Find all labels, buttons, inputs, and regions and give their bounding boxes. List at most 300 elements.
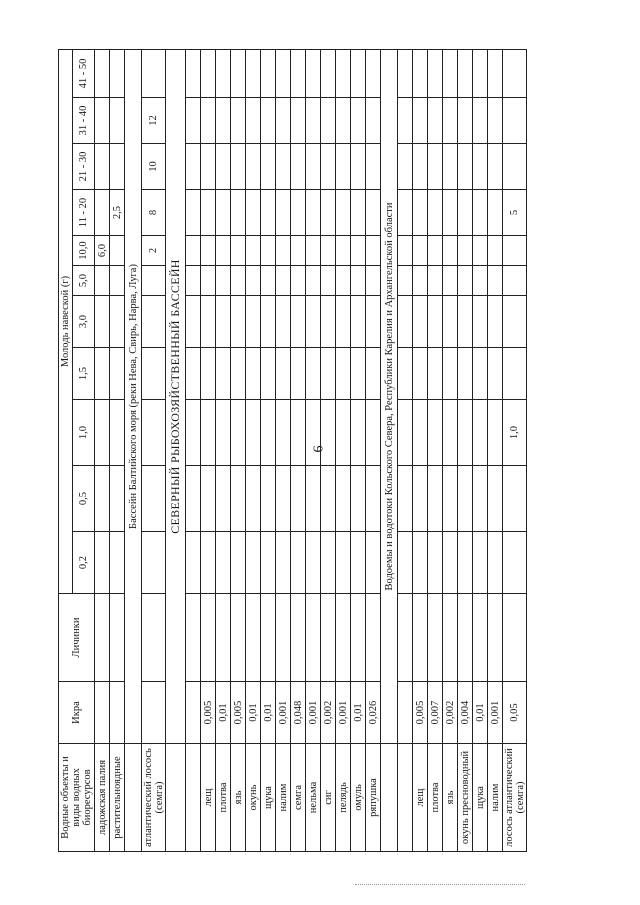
table-row: [186, 50, 201, 852]
weight-value: [473, 532, 488, 594]
eggs-value: 0,01: [473, 682, 488, 744]
table-row: [351, 50, 366, 852]
weight-value: [428, 144, 443, 190]
weight-value: [413, 296, 428, 348]
larvae-value: [351, 594, 366, 682]
weight-value: [488, 236, 503, 266]
eggs-value: 0,005: [413, 682, 428, 744]
table-row: [443, 50, 458, 852]
weight-value: [366, 266, 381, 296]
header-eggs: Икра: [59, 682, 95, 744]
weight-value: [291, 400, 306, 466]
weight-value: [413, 236, 428, 266]
weight-value: [488, 296, 503, 348]
weight-value: [336, 466, 351, 532]
weight-value: [488, 266, 503, 296]
section-row: [166, 50, 186, 852]
header-weight: 5,0: [73, 266, 95, 296]
weight-value: [473, 400, 488, 466]
weight-value: [503, 266, 527, 296]
weight-value: [351, 266, 366, 296]
weight-value: [398, 400, 413, 466]
weight-value: [261, 348, 276, 400]
weight-value: [321, 400, 336, 466]
weight-value: [261, 266, 276, 296]
weight-value: [231, 348, 246, 400]
larvae-value: [321, 594, 336, 682]
header-weight: 31 - 40: [73, 98, 95, 144]
species-name: ладожская палия: [95, 744, 110, 852]
weight-value: [186, 50, 201, 98]
weight-value: [201, 266, 216, 296]
weight-value: [503, 144, 527, 190]
larvae-value: [201, 594, 216, 682]
section-title: Водоемы и водотоки Кольского Севера, Республики Карелия и Архангельской области: [381, 50, 398, 744]
species-name: налим: [276, 744, 291, 852]
section-blank-cell: [381, 744, 398, 852]
weight-value: [291, 466, 306, 532]
weight-value: [398, 266, 413, 296]
larvae-value: [336, 594, 351, 682]
species-name: нельма: [306, 744, 321, 852]
larvae-value: [488, 594, 503, 682]
larvae-value: [428, 594, 443, 682]
weight-value: [398, 532, 413, 594]
weight-value: [246, 190, 261, 236]
weight-value: [321, 190, 336, 236]
weight-value: [110, 144, 125, 190]
weight-value: [95, 296, 110, 348]
weight-value: [201, 236, 216, 266]
weight-value: [261, 144, 276, 190]
eggs-value: 0,01: [216, 682, 231, 744]
weight-value: [413, 144, 428, 190]
weight-value: [142, 50, 166, 98]
header-weight: 1,0: [73, 400, 95, 466]
weight-value: [428, 348, 443, 400]
weight-value: [488, 532, 503, 594]
table-row: [336, 50, 351, 852]
larvae-value: [398, 594, 413, 682]
weight-value: [276, 400, 291, 466]
weight-value: [336, 348, 351, 400]
weight-value: [443, 348, 458, 400]
weight-value: [473, 144, 488, 190]
weight-value: [261, 190, 276, 236]
weight-value: [246, 266, 261, 296]
weight-value: [276, 50, 291, 98]
weight-value: [428, 190, 443, 236]
weight-value: [291, 236, 306, 266]
species-name: ряпушка: [366, 744, 381, 852]
weight-value: 12: [142, 98, 166, 144]
weight-value: [428, 98, 443, 144]
weight-value: [443, 266, 458, 296]
weight-value: [231, 144, 246, 190]
eggs-value: 0,05: [503, 682, 527, 744]
weight-value: [186, 266, 201, 296]
eggs-value: [142, 682, 166, 744]
larvae-value: [261, 594, 276, 682]
larvae-value: [413, 594, 428, 682]
weight-value: [276, 532, 291, 594]
weight-value: [366, 98, 381, 144]
weight-value: [110, 266, 125, 296]
larvae-value: [110, 594, 125, 682]
weight-value: [413, 348, 428, 400]
weight-value: [366, 190, 381, 236]
species-name: растительноядные: [110, 744, 125, 852]
table-row: [95, 50, 110, 852]
species-name: щука: [473, 744, 488, 852]
weight-value: [336, 98, 351, 144]
table-row: [276, 50, 291, 852]
weight-value: [216, 236, 231, 266]
weight-value: [413, 190, 428, 236]
weight-value: [276, 190, 291, 236]
weight-value: [428, 466, 443, 532]
weight-value: [351, 236, 366, 266]
weight-value: [261, 466, 276, 532]
weight-value: [458, 144, 473, 190]
weight-value: [458, 98, 473, 144]
weight-value: [291, 266, 306, 296]
weight-value: [321, 98, 336, 144]
weight-value: [413, 98, 428, 144]
weight-value: [110, 348, 125, 400]
header-larvae: Личинки: [59, 594, 95, 682]
table-row: [291, 50, 306, 852]
weight-value: [488, 98, 503, 144]
weight-value: [443, 144, 458, 190]
weight-value: [276, 296, 291, 348]
weight-value: [95, 144, 110, 190]
table-row: [458, 50, 473, 852]
weight-value: [366, 236, 381, 266]
weight-value: [276, 144, 291, 190]
eggs-value: [95, 682, 110, 744]
weight-value: [443, 236, 458, 266]
weight-value: [306, 98, 321, 144]
weight-value: [413, 532, 428, 594]
eggs-value: 0,048: [291, 682, 306, 744]
weight-value: [201, 50, 216, 98]
weight-value: [413, 400, 428, 466]
weight-value: [276, 98, 291, 144]
table-row: [398, 50, 413, 852]
species-name: [398, 744, 413, 852]
weight-value: [306, 236, 321, 266]
weight-value: [351, 400, 366, 466]
species-name: лещ: [413, 744, 428, 852]
larvae-value: [231, 594, 246, 682]
weight-value: [503, 50, 527, 98]
weight-value: [443, 50, 458, 98]
weight-value: [443, 190, 458, 236]
table-row: [246, 50, 261, 852]
table-row: [413, 50, 428, 852]
table-row: [503, 50, 527, 852]
weight-value: [201, 348, 216, 400]
weight-value: [291, 532, 306, 594]
bottom-scan-mark: [355, 884, 525, 885]
weight-value: [336, 400, 351, 466]
weight-value: [261, 236, 276, 266]
weight-value: [216, 348, 231, 400]
weight-value: [201, 532, 216, 594]
weight-value: [261, 400, 276, 466]
weight-value: [246, 400, 261, 466]
section-title: Бассейн Балтийского моря (реки Нева, Свирь, Нарва, Луга): [125, 50, 142, 744]
weight-value: [201, 296, 216, 348]
table-body: [95, 50, 527, 852]
larvae-value: [276, 594, 291, 682]
weight-value: [428, 50, 443, 98]
weight-value: [261, 296, 276, 348]
weight-value: [413, 266, 428, 296]
weight-value: [201, 466, 216, 532]
weight-value: [321, 50, 336, 98]
weight-value: [186, 98, 201, 144]
eggs-value: [398, 682, 413, 744]
weight-value: [443, 98, 458, 144]
weight-value: [276, 236, 291, 266]
weight-value: [276, 348, 291, 400]
rotated-table-container: [58, 58, 526, 852]
eggs-value: 0,001: [306, 682, 321, 744]
weight-value: [488, 50, 503, 98]
weight-value: [231, 532, 246, 594]
table-row: [428, 50, 443, 852]
weight-value: [321, 296, 336, 348]
weight-value: [321, 532, 336, 594]
weight-value: [216, 296, 231, 348]
weight-value: [351, 50, 366, 98]
weight-value: [246, 98, 261, 144]
weight-value: [398, 50, 413, 98]
weight-value: [351, 98, 366, 144]
weight-value: [458, 348, 473, 400]
weight-value: [142, 400, 166, 466]
weight-value: [398, 348, 413, 400]
weight-value: [261, 98, 276, 144]
weight-value: [398, 466, 413, 532]
table-row: [142, 50, 166, 852]
weight-value: [216, 532, 231, 594]
weight-value: [398, 144, 413, 190]
weight-value: [458, 400, 473, 466]
table-row: [231, 50, 246, 852]
weight-value: [95, 466, 110, 532]
weight-value: [246, 236, 261, 266]
weight-value: [142, 532, 166, 594]
weight-value: [291, 190, 306, 236]
weight-value: [95, 532, 110, 594]
weight-value: [458, 266, 473, 296]
weight-value: 2,5: [110, 190, 125, 236]
weight-value: [261, 532, 276, 594]
weight-value: [186, 190, 201, 236]
weight-value: 5: [503, 190, 527, 236]
weight-value: [231, 236, 246, 266]
weight-value: [142, 348, 166, 400]
header-weight: 11 - 20: [73, 190, 95, 236]
weight-value: [186, 466, 201, 532]
weight-value: [246, 532, 261, 594]
species-name: сиг: [321, 744, 336, 852]
section-row: [381, 50, 398, 852]
weight-value: [503, 296, 527, 348]
weight-value: [246, 296, 261, 348]
weight-value: [503, 236, 527, 266]
eggs-value: 0,004: [458, 682, 473, 744]
weight-value: [398, 296, 413, 348]
species-name: окунь пресноводный: [458, 744, 473, 852]
weight-value: [186, 236, 201, 266]
eggs-value: [186, 682, 201, 744]
weight-value: [458, 466, 473, 532]
weight-value: [246, 348, 261, 400]
weight-value: [351, 466, 366, 532]
species-name: лосось атлантический (семга): [503, 744, 527, 852]
table-row: [321, 50, 336, 852]
weight-value: [291, 296, 306, 348]
weight-value: [503, 466, 527, 532]
header-weight: 1,5: [73, 348, 95, 400]
weight-value: [413, 466, 428, 532]
weight-value: [473, 98, 488, 144]
table-row: [306, 50, 321, 852]
weight-value: [488, 348, 503, 400]
weight-value: [488, 144, 503, 190]
larvae-value: [458, 594, 473, 682]
weight-value: [231, 266, 246, 296]
weight-value: [231, 98, 246, 144]
eggs-value: 0,001: [488, 682, 503, 744]
weight-value: [336, 532, 351, 594]
weight-value: [186, 532, 201, 594]
section-blank-cell: [166, 744, 186, 852]
weight-value: 10: [142, 144, 166, 190]
section-row: [125, 50, 142, 852]
weight-value: [306, 266, 321, 296]
weight-value: [201, 190, 216, 236]
weight-value: [142, 266, 166, 296]
eggs-value: [110, 682, 125, 744]
header-weight: 41 - 50: [73, 50, 95, 98]
weight-value: [216, 98, 231, 144]
table-row: [261, 50, 276, 852]
weight-value: [231, 50, 246, 98]
eggs-value: 0,005: [231, 682, 246, 744]
weight-value: [201, 144, 216, 190]
weight-value: [291, 144, 306, 190]
weight-value: [366, 466, 381, 532]
weight-value: [186, 144, 201, 190]
table-row: [201, 50, 216, 852]
weight-value: [473, 466, 488, 532]
species-name: омуль: [351, 744, 366, 852]
weight-value: [142, 296, 166, 348]
weight-value: [443, 296, 458, 348]
weight-value: [428, 296, 443, 348]
weight-value: [336, 296, 351, 348]
weight-value: [473, 50, 488, 98]
weight-value: [95, 400, 110, 466]
section-blank-cell: [125, 744, 142, 852]
header-juvenile-group: Молодь навеской (г): [59, 50, 73, 594]
larvae-value: [186, 594, 201, 682]
species-name: щука: [261, 744, 276, 852]
weight-value: [201, 98, 216, 144]
weight-value: [351, 190, 366, 236]
table-row: [473, 50, 488, 852]
weight-value: [306, 400, 321, 466]
eggs-value: 0,007: [428, 682, 443, 744]
weight-value: [110, 296, 125, 348]
larvae-value: [95, 594, 110, 682]
weight-value: [321, 348, 336, 400]
species-name: семга: [291, 744, 306, 852]
weight-value: [351, 296, 366, 348]
weight-value: [95, 348, 110, 400]
weight-value: [366, 348, 381, 400]
weight-value: [216, 144, 231, 190]
weight-value: [321, 236, 336, 266]
species-name: плотва: [216, 744, 231, 852]
weight-value: [458, 236, 473, 266]
species-name: лещ: [201, 744, 216, 852]
weight-value: [321, 144, 336, 190]
larvae-value: [503, 594, 527, 682]
weight-value: [366, 50, 381, 98]
weight-value: [398, 236, 413, 266]
table-row: [366, 50, 381, 852]
weight-value: [336, 144, 351, 190]
weight-value: [95, 190, 110, 236]
weight-value: [216, 466, 231, 532]
weight-value: [110, 532, 125, 594]
species-name: [186, 744, 201, 852]
table-row: [110, 50, 125, 852]
weight-value: [276, 266, 291, 296]
weight-value: [351, 532, 366, 594]
weight-value: [110, 50, 125, 98]
weight-value: [473, 190, 488, 236]
weight-value: [366, 144, 381, 190]
juvenile-weight-table: [58, 49, 527, 852]
larvae-value: [473, 594, 488, 682]
weight-value: [186, 400, 201, 466]
weight-value: [201, 400, 216, 466]
eggs-value: 0,01: [246, 682, 261, 744]
header-weight: 3,0: [73, 296, 95, 348]
header-species: Водные объекты и виды водных биоресурсов: [59, 744, 95, 852]
weight-value: [95, 50, 110, 98]
section-title: СЕВЕРНЫЙ РЫБОХОЗЯЙСТВЕННЫЙ БАССЕЙН: [166, 50, 186, 744]
weight-value: [216, 50, 231, 98]
species-name: плотва: [428, 744, 443, 852]
weight-value: 8: [142, 190, 166, 236]
weight-value: [488, 190, 503, 236]
weight-value: [231, 296, 246, 348]
larvae-value: [366, 594, 381, 682]
weight-value: [458, 50, 473, 98]
weight-value: [321, 466, 336, 532]
weight-value: [306, 296, 321, 348]
eggs-value: 0,001: [276, 682, 291, 744]
table-row: [488, 50, 503, 852]
